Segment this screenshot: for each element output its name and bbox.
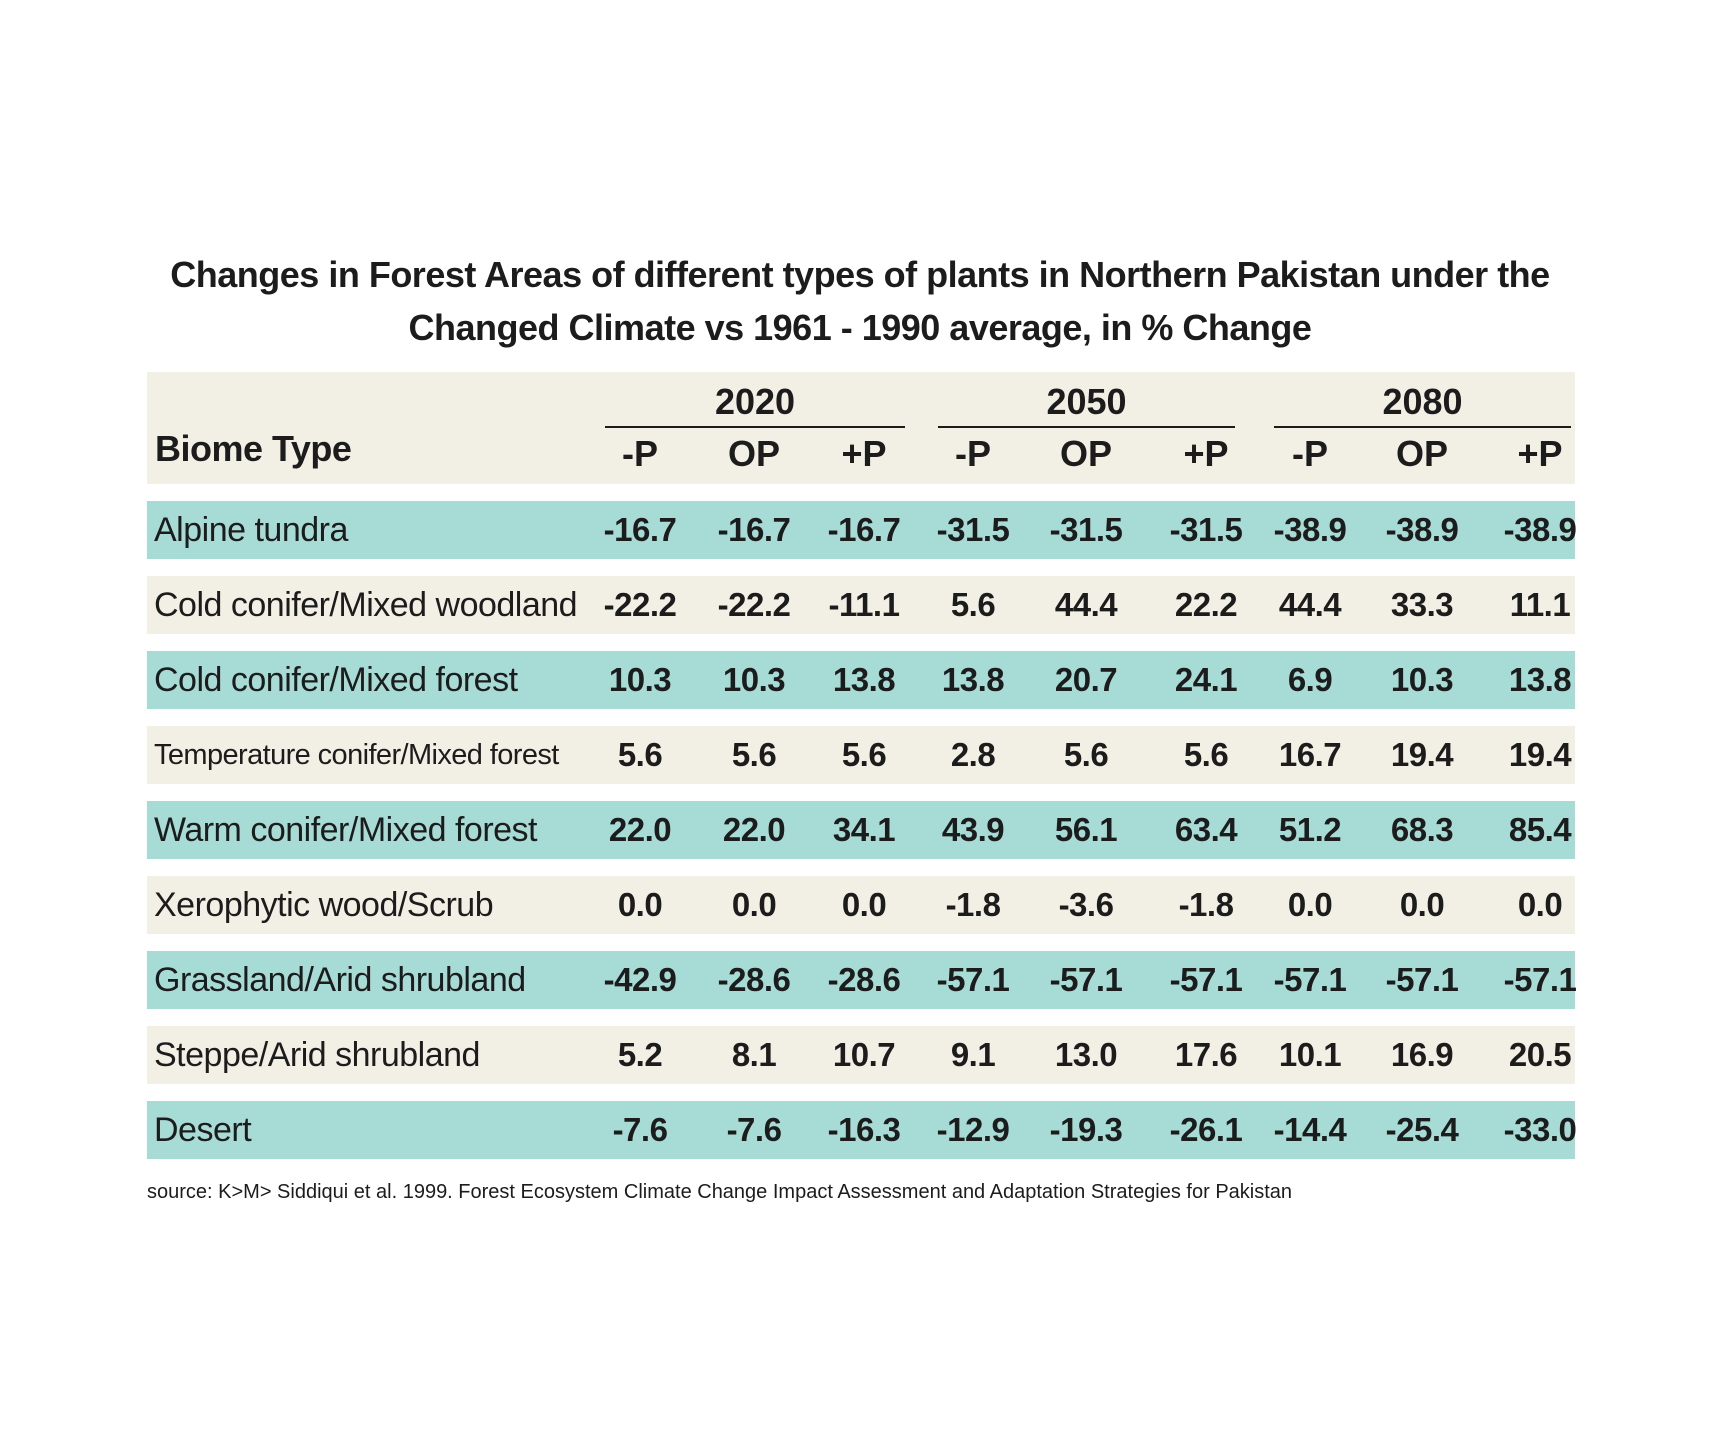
value-cell: 22.0 (722, 811, 786, 848)
value-cell: 34.1 (832, 811, 896, 848)
value-cell: 63.4 (1174, 811, 1238, 848)
table-row (147, 651, 1575, 709)
subcolumn-header-2020-2: +P (841, 433, 887, 474)
value-cell: 13.8 (941, 661, 1005, 698)
subcolumn-header-2080-2: +P (1517, 433, 1563, 474)
value-cell: -3.6 (1058, 886, 1114, 923)
value-cell: 20.5 (1508, 1036, 1572, 1073)
value-cell: -22.2 (717, 586, 791, 623)
table-row (147, 876, 1575, 934)
table-row (147, 1101, 1575, 1159)
value-cell: 10.1 (1278, 1036, 1342, 1073)
value-cell: 16.7 (1278, 736, 1342, 773)
value-cell: 17.6 (1174, 1036, 1238, 1073)
value-cell: 10.3 (722, 661, 786, 698)
value-cell: -25.4 (1385, 1111, 1459, 1148)
value-cell: -11.1 (828, 586, 900, 623)
value-cell: -31.5 (1169, 511, 1243, 548)
value-cell: -22.2 (603, 586, 677, 623)
value-cell: 0.0 (1287, 886, 1333, 923)
chart-title (140, 248, 1580, 354)
data-table (147, 372, 1575, 1159)
value-cell: -57.1 (1169, 961, 1243, 998)
value-cell: 0.0 (617, 886, 663, 923)
value-cell: -28.6 (717, 961, 791, 998)
subcolumn-header-2050-1: OP (1059, 433, 1112, 474)
biome-name: Cold conifer/Mixed woodland (154, 586, 578, 624)
value-cell: -16.7 (603, 511, 677, 548)
subcolumn-header-2050-0: -P (955, 433, 991, 474)
value-cell: -12.9 (936, 1111, 1010, 1148)
value-cell: 5.6 (950, 586, 996, 623)
value-cell: -38.9 (1385, 511, 1459, 548)
value-cell: 44.4 (1054, 586, 1118, 623)
value-cell: -16.7 (717, 511, 791, 548)
value-cell: -57.1 (936, 961, 1010, 998)
value-cell: -33.0 (1503, 1111, 1577, 1148)
subcolumn-header-2080-1: OP (1395, 433, 1448, 474)
year-header-2020: 2020 (605, 382, 905, 428)
value-cell: -38.9 (1273, 511, 1347, 548)
year-header-2050: 2050 (938, 382, 1235, 428)
value-cell: 0.0 (1399, 886, 1445, 923)
value-cell: -16.7 (827, 511, 901, 548)
value-cell: -57.1 (1385, 961, 1459, 998)
table-row (147, 501, 1575, 559)
value-cell: 5.2 (617, 1036, 663, 1073)
value-cell: 44.4 (1278, 586, 1342, 623)
value-cell: -19.3 (1049, 1111, 1123, 1148)
value-cell: 13.8 (1508, 661, 1572, 698)
value-cell: 6.9 (1287, 661, 1333, 698)
table-row (147, 1026, 1575, 1084)
source-note: source: K>M> Siddiqui et al. 1999. Forest Ecosystem Climate Change Impact Assessment and Adaptation Strategies for Pakistan (147, 1181, 1293, 1203)
chart-title-line-1: Changes in Forest Areas of different types of plants in Northern Pakistan under the (170, 254, 1550, 295)
value-cell: -7.6 (726, 1111, 782, 1148)
value-cell: 5.6 (1063, 736, 1109, 773)
table-body (147, 501, 1575, 1159)
value-cell: 20.7 (1054, 661, 1118, 698)
value-cell: -26.1 (1169, 1111, 1243, 1148)
value-cell: -38.9 (1503, 511, 1577, 548)
value-cell: 85.4 (1508, 811, 1572, 848)
biome-name: Cold conifer/Mixed forest (154, 661, 518, 699)
table-row (147, 576, 1575, 634)
value-cell: 22.2 (1174, 586, 1238, 623)
value-cell: 19.4 (1390, 736, 1454, 773)
value-cell: 10.3 (608, 661, 672, 698)
table-row (147, 801, 1575, 859)
value-cell: 9.1 (950, 1036, 996, 1073)
value-cell: -7.6 (612, 1111, 668, 1148)
value-cell: 22.0 (608, 811, 672, 848)
value-cell: 51.2 (1278, 811, 1342, 848)
value-cell: 43.9 (941, 811, 1005, 848)
value-cell: 5.6 (841, 736, 887, 773)
year-header-2080: 2080 (1274, 382, 1571, 428)
value-cell: 5.6 (617, 736, 663, 773)
table-row (147, 726, 1575, 784)
subcolumn-header-2050-2: +P (1183, 433, 1229, 474)
table-header (147, 372, 1575, 484)
biome-type-header: Biome Type (155, 428, 352, 469)
value-cell: 33.3 (1390, 586, 1454, 623)
biome-name: Xerophytic wood/Scrub (154, 886, 494, 924)
subcolumn-header-2020-0: -P (622, 433, 658, 474)
value-cell: -31.5 (1049, 511, 1123, 548)
value-cell: 19.4 (1508, 736, 1572, 773)
value-cell: 5.6 (1183, 736, 1229, 773)
value-cell: 0.0 (731, 886, 777, 923)
value-cell: 10.7 (832, 1036, 896, 1073)
subcolumn-header-2080-0: -P (1292, 433, 1328, 474)
value-cell: 10.3 (1390, 661, 1454, 698)
biome-name: Alpine tundra (154, 511, 348, 549)
value-cell: -28.6 (827, 961, 901, 998)
value-cell: 0.0 (1517, 886, 1563, 923)
value-cell: 5.6 (731, 736, 777, 773)
value-cell: 16.9 (1390, 1036, 1454, 1073)
biome-name: Desert (154, 1111, 252, 1149)
subcolumn-header-2020-1: OP (727, 433, 780, 474)
value-cell: 24.1 (1174, 661, 1238, 698)
value-cell: -16.3 (827, 1111, 901, 1148)
table-row (147, 951, 1575, 1009)
value-cell: -57.1 (1503, 961, 1577, 998)
value-cell: -57.1 (1273, 961, 1347, 998)
biome-name: Grassland/Arid shrubland (154, 961, 526, 999)
value-cell: -14.4 (1273, 1111, 1347, 1148)
chart-title-line-2: Changed Climate vs 1961 - 1990 average, in % Change (408, 307, 1312, 348)
value-cell: 13.8 (832, 661, 896, 698)
value-cell: -57.1 (1049, 961, 1123, 998)
value-cell: -42.9 (603, 961, 677, 998)
value-cell: -1.8 (945, 886, 1001, 923)
value-cell: 11.1 (1509, 586, 1571, 623)
value-cell: 56.1 (1054, 811, 1118, 848)
biome-name: Temperature conifer/Mixed forest (154, 739, 559, 771)
value-cell: 0.0 (841, 886, 887, 923)
value-cell: 68.3 (1390, 811, 1454, 848)
value-cell: 13.0 (1054, 1036, 1118, 1073)
value-cell: -31.5 (936, 511, 1010, 548)
biome-name: Steppe/Arid shrubland (154, 1036, 480, 1074)
value-cell: 8.1 (731, 1036, 777, 1073)
value-cell: 2.8 (950, 736, 996, 773)
value-cell: -1.8 (1178, 886, 1234, 923)
biome-name: Warm conifer/Mixed forest (154, 811, 537, 849)
